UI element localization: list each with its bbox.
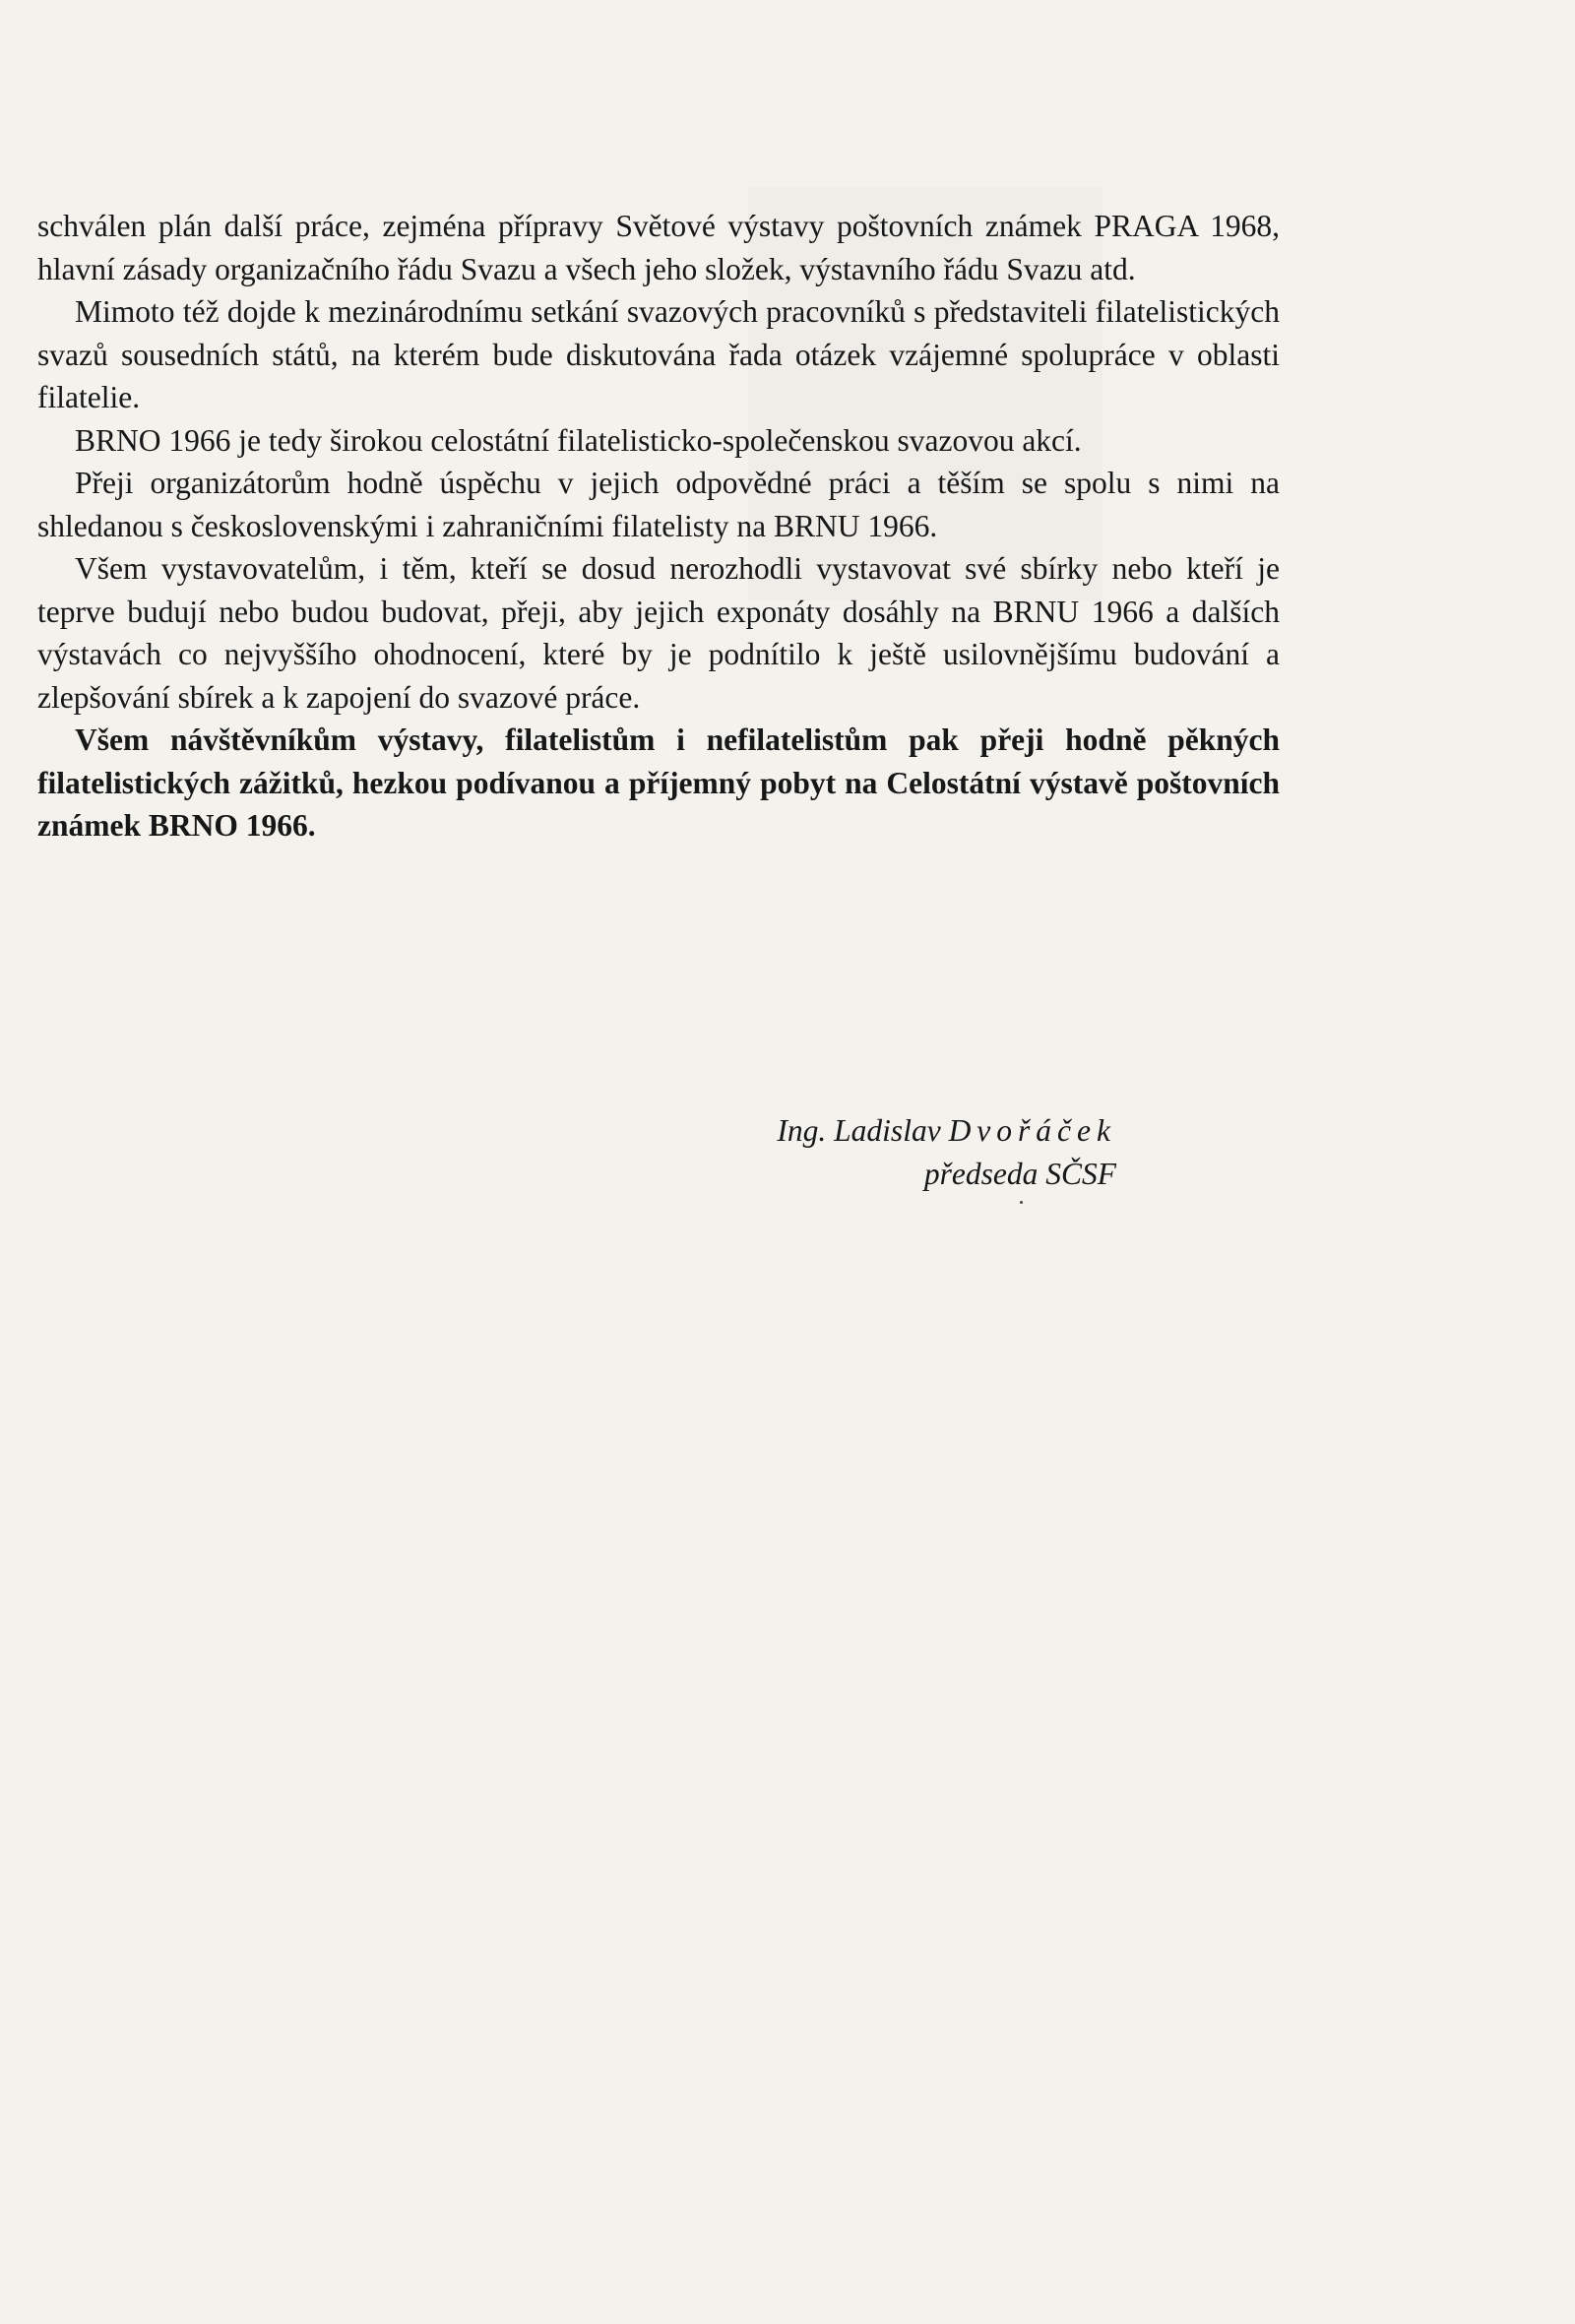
paragraph-visitors: Všem návštěvníkům výstavy, filatelistům i nefilatelistům pak přeji hodně pěkných filatelistických zážitků, hezkou podívanou a příjemný pobyt na Celostátní výstavě poštovních známek BRNO 1966. <box>37 722 1280 843</box>
signature-role: předseda SČSF <box>923 1157 1116 1191</box>
paragraph-exhibitors: Všem vystavovatelům, i těm, kteří se dosud nerozhodli vystavovat své sbírky nebo kteří je teprve budují nebo budou budovat, přeji, aby jejich exponáty dosáhly na BRNU 1966 a dalších výstavách co nejvyššího ohodnocení, které by je podnítilo k ještě usilovnějšímu budování a zlepšování sbírek a k zapojení do svazové práce. <box>37 551 1280 715</box>
paragraph-event: BRNO 1966 je tedy širokou celostátní filatelisticko-společenskou svazovou akcí. <box>75 422 1082 458</box>
ink-speck <box>1020 1201 1023 1204</box>
body-text <box>37 205 1280 848</box>
signature-name <box>777 1109 1116 1153</box>
paragraph-organizers: Přeji organizátorům hodně úspěchu v jejich odpovědné práci a těším se spolu s nimi na shledanou s československými i zahraničními filatelisty na BRNU 1966. <box>37 466 1280 543</box>
paragraph-plan: schválen plán další práce, zejména přípravy Světové výstavy poštovních známek PRAGA 1968, hlavní zásady organizačního řádu Svazu a všech jeho složek, výstavního řádu Svazu atd. <box>37 209 1280 286</box>
paragraph-meeting: Mimoto též dojde k mezinárodnímu setkání svazových pracovníků s představiteli filatelistických svazů sousedních států, na kterém bude diskutována řada otázek vzájemné spolupráce v oblasti filatelie. <box>37 294 1280 414</box>
signature-block <box>777 1109 1116 1196</box>
signature-prefix: Ing. Ladislav <box>777 1113 941 1148</box>
signature-surname: Dvořáček <box>948 1113 1116 1148</box>
